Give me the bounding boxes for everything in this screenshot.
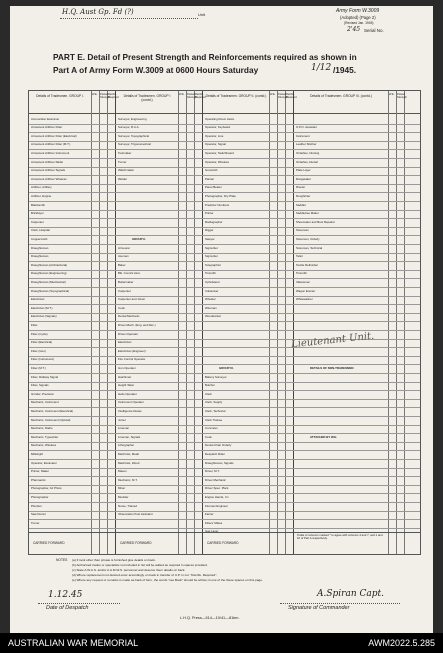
- list-item: Lineman: [118, 426, 130, 431]
- list-item: Fitter, Signals: [31, 383, 49, 388]
- table-row: [29, 511, 420, 512]
- list-item: Armament Artificer Fitter (M.T.): [31, 142, 71, 147]
- signature-handwritten: A.Spiran Capt.: [317, 589, 384, 599]
- printer-imprint: L.H.Q. Press—514—10/41—81bm.: [180, 616, 240, 620]
- table-row: [29, 287, 420, 288]
- list-item: Carpenter: [118, 288, 131, 293]
- list-item: Boilermaker: [118, 279, 134, 284]
- list-item: Vulcaniser: [205, 288, 219, 293]
- strength-table: [28, 90, 421, 555]
- list-item: Roughrider: [296, 193, 311, 198]
- list-item: Draughtsman (Architectural): [31, 262, 68, 267]
- date-underline: [38, 603, 120, 604]
- list-item: Intelligence Duties: [118, 408, 142, 413]
- table-row: [29, 270, 420, 271]
- list-item: Grinder, Precision: [31, 391, 54, 396]
- list-item: Whitewasher: [296, 297, 313, 302]
- signature-underline: [280, 603, 400, 604]
- list-item: Saddler: [296, 202, 306, 207]
- table-row: [29, 227, 420, 228]
- table-row: [29, 278, 420, 279]
- list-item: Ammunition Examiner: [31, 116, 60, 121]
- list-item: Saddletree Maker: [296, 211, 319, 216]
- table-row: [29, 528, 420, 529]
- list-item: Cook: [118, 305, 125, 310]
- list-item: Tinsmith: [296, 271, 307, 276]
- list-item: O.P.O. Assistant: [296, 125, 317, 130]
- list-item: Butcher: [205, 383, 215, 388]
- list-item: Carpenter: [31, 219, 44, 224]
- list-item: GROUP II.: [132, 236, 146, 241]
- list-item: Orderlies, Dental: [296, 159, 318, 164]
- header-group2-contd: Details of Tradesmen. GROUP II. (contd.): [205, 94, 267, 98]
- list-item: Dental Chair Orderly: [205, 443, 232, 448]
- list-item: Upholsterer: [205, 279, 220, 284]
- list-item: Clerk, Technical: [205, 408, 226, 413]
- list-item: Armament Artificer Signals: [31, 168, 66, 173]
- list-item: Fitter (Gun): [31, 348, 46, 353]
- list-item: Toolmaker: [118, 150, 132, 155]
- list-item: Wheeler: [205, 297, 216, 302]
- table-row: [29, 425, 420, 426]
- list-item: Battery Surveyor: [205, 374, 227, 379]
- list-item: Engine Hands, I.C.: [205, 494, 230, 499]
- table-row: [29, 416, 420, 417]
- list-item: Fireman Engineer: [205, 503, 228, 508]
- table-row: [29, 382, 420, 383]
- list-item: Wireman: [205, 305, 217, 310]
- subheader-ps: Posted Strength: [397, 93, 407, 99]
- list-item: Dental Mechanic: [118, 314, 140, 319]
- list-item: Surveyor, Engineering: [118, 116, 147, 121]
- list-item: Turner: [31, 520, 40, 525]
- list-item: Welder: [118, 176, 128, 181]
- list-item: Operator, Line: [205, 133, 224, 138]
- subheader-we: W.E.: [270, 93, 276, 96]
- list-item: Valvesmen: [296, 279, 311, 284]
- list-item: Woodworker: [205, 314, 222, 319]
- list-item: Clerk: [205, 391, 212, 396]
- notes-label: NOTES: [56, 558, 68, 562]
- list-item: Mason: [118, 469, 127, 474]
- table-row: [29, 261, 420, 262]
- subheader-we: W.E.: [389, 93, 395, 96]
- list-item: Armament Artificer Wireless: [31, 176, 67, 181]
- list-item: Surveyor, Trigonometrical: [118, 142, 151, 147]
- note-c: (c) State A.W.A.S. and/or A.A.M.W.S. personnel and deserve them details on back.: [72, 568, 186, 572]
- unit-underline: [60, 18, 198, 19]
- list-item: Electrician: [31, 297, 45, 302]
- list-item: Electrician (Signals): [31, 314, 57, 319]
- table-row: [29, 235, 420, 236]
- footer-accession: AWM2022.5.285: [368, 638, 435, 648]
- list-item: Surveyor, Topographical: [118, 133, 149, 138]
- carried-forward-3: CARRIED FORWARD: [207, 541, 239, 545]
- table-row: [29, 468, 420, 469]
- list-item: Nurse, Trained: [118, 503, 137, 508]
- list-item: Storemen, Orderly: [296, 236, 320, 241]
- list-item: Shoemaker and Boot Repairer: [296, 219, 336, 224]
- table-row: [29, 356, 420, 357]
- list-item: Watchmaker: [118, 168, 135, 173]
- table-row: [29, 253, 420, 254]
- table-row: [29, 218, 420, 219]
- list-item: DETAILS OF NON-TRADESMEN: [310, 365, 354, 370]
- list-item: Miner: [118, 486, 126, 491]
- list-item: Lineman, Signals: [118, 434, 141, 439]
- list-item: Photographer, Dry Plate: [205, 193, 236, 198]
- list-item: Operator, Excavator: [31, 460, 57, 465]
- date-handwritten: 1/12: [311, 63, 332, 73]
- despatch-date-handwritten: 1.12.45: [48, 590, 83, 600]
- list-item: Armament Artificer Radio: [31, 159, 64, 164]
- list-item: Mechanic, M.T.: [118, 477, 138, 482]
- list-item: Fitter: [31, 322, 38, 327]
- list-item: Machinist, Metal: [118, 451, 139, 456]
- list-item: Bricklayer: [31, 211, 44, 216]
- list-item: Saw Doctor: [31, 512, 46, 517]
- list-item: Fitter, Railway Signal: [31, 374, 58, 379]
- list-item: Electrician: [118, 340, 132, 345]
- list-item: ATTACHED BY W.E.: [310, 434, 338, 439]
- carried-forward-2: CARRIED FORWARD: [120, 541, 152, 545]
- list-item: Fitter (Electrical): [31, 340, 53, 345]
- list-item: Predictor Numbers: [205, 202, 230, 207]
- list-item: Mechanic, Wireless: [31, 443, 57, 448]
- list-item: Axeman: [118, 254, 129, 259]
- list-item: Mechanic, Radio: [31, 426, 53, 431]
- list-item: Radiographer: [205, 219, 223, 224]
- header-group1-contd: Details of Tradesmen. GROUP I (contd.): [123, 94, 171, 102]
- list-item: Armament Artificer Instrument: [31, 150, 70, 155]
- note-a: (a) If rank other than private is furnished give details on back.: [72, 558, 156, 562]
- subheader-ps: Posted Strength: [278, 93, 288, 99]
- form-sheet: [10, 6, 433, 633]
- table-row: [29, 304, 420, 305]
- table-row: [29, 519, 420, 520]
- list-item: Concreter: [205, 426, 218, 431]
- table-row: [29, 330, 420, 331]
- list-item: Hatchman: [118, 374, 132, 379]
- subheader-rr: Reinfts. Required: [108, 93, 119, 99]
- list-item: Tinsmith: [205, 271, 216, 276]
- list-item: Draughtsman: [31, 254, 49, 259]
- list-item: Coppersmith: [31, 236, 48, 241]
- list-item: Fire Control Operator: [118, 357, 146, 362]
- list-item: Turner: [118, 159, 127, 164]
- list-item: Draughtsman (Engineering): [31, 271, 67, 276]
- header-group3-contd: Details of Tradesmen. GROUP III. (contd.): [310, 94, 372, 98]
- list-item: Fitter (M.T.): [31, 365, 46, 370]
- lieutenant-stamp: Lieutenant Unit.: [290, 330, 375, 351]
- table-row: [29, 433, 420, 434]
- list-item: Lithographer: [118, 443, 135, 448]
- list-item: Telegraphist: [205, 262, 221, 267]
- list-item: Signwriter: [205, 254, 218, 259]
- table-row: [29, 313, 420, 314]
- list-item: Pharmacist: [31, 477, 46, 482]
- title-line-1: PART E. Detail of Present Strength and Reinforcements required as shown in: [53, 52, 357, 62]
- header-group1: Details of Tradesmen. GROUP I.: [36, 94, 84, 98]
- list-item: Gas Layer: [205, 529, 219, 534]
- list-item: Artificer, Engine: [31, 193, 52, 198]
- signature-label: Signature of Commander: [288, 605, 350, 611]
- unit-handwritten: H.Q. Aust Gp. Fd (?): [62, 8, 134, 16]
- list-item: Draughtsman, Signals: [205, 460, 234, 465]
- list-item: Instrument Operator: [118, 400, 144, 405]
- list-item: Clerk, Hospital: [31, 228, 50, 233]
- list-item: Millwright: [31, 451, 44, 456]
- list-item: Mechanic, Typewriter: [31, 434, 59, 439]
- list-item: Blk. Comd's Asst.: [118, 271, 141, 276]
- list-item: Driver-Mech. (Eng. and Rec.): [118, 322, 156, 327]
- table-row: [29, 390, 420, 391]
- unit-label: Unit: [198, 12, 206, 17]
- list-item: Gun Operator: [118, 365, 136, 370]
- list-item: Leather Stitcher: [296, 142, 317, 147]
- note-e: (e) Where any request or remarks is made as back of form, the words "see Back" should be written in one of the these spaces on this page.: [72, 578, 263, 582]
- table-row: [29, 296, 420, 297]
- list-item: Mechanic, Instrument (Electrical): [31, 408, 74, 413]
- table-row: [29, 399, 420, 400]
- list-item: Operating Room Assts.: [205, 116, 235, 121]
- archive-footer: [0, 633, 443, 653]
- serial-handwritten: 2'45: [347, 26, 361, 33]
- table-row: [29, 158, 420, 159]
- list-item: Instrument: [296, 133, 310, 138]
- table-row: [29, 347, 420, 348]
- list-item: Signwriter: [205, 245, 218, 250]
- list-item: Orderlies, Nursing: [296, 150, 320, 155]
- serial-label: Serial No.: [364, 28, 384, 33]
- list-item: Driver Mechanic: [205, 477, 226, 482]
- list-item: Storeman: [296, 228, 309, 233]
- subheader-we: W.E.: [179, 93, 185, 96]
- list-item: Panel Beater: [205, 185, 222, 190]
- list-item: Operator, Signal: [205, 142, 226, 147]
- note-d: (d) Where replacement not desired enter accordingly on back in transfer of U.P. in col. "Reinfts. Required".: [72, 573, 218, 577]
- carried-forward-1: CARRIED FORWARD: [33, 541, 65, 545]
- table-row: [29, 321, 420, 322]
- subheader-ps: Posted Strength: [100, 93, 110, 99]
- list-item: Textile Refinisher: [296, 262, 319, 267]
- list-item: Draughtsman (Topographical): [31, 288, 70, 293]
- list-item: Clerk, Supply: [205, 400, 223, 405]
- list-item: Fitter (Cycle): [31, 331, 48, 336]
- table-row: [29, 502, 420, 503]
- list-item: Driver, M.T.: [205, 469, 220, 474]
- form-ref: Army Form W.3009: [336, 8, 380, 14]
- list-item: Blacksmith: [31, 202, 45, 207]
- list-item: Rigger: [205, 228, 214, 233]
- subheader-ps: Posted Strength: [187, 93, 197, 99]
- form-adopted: (Adopted) (Page 2): [340, 15, 376, 20]
- list-item: Plate Layer: [296, 168, 311, 173]
- table-row: [29, 184, 420, 185]
- list-item: Electrician (M.T.): [31, 305, 53, 310]
- list-item: Helio Operator: [118, 391, 137, 396]
- list-item: Photographer: [31, 494, 49, 499]
- list-item: Driver-Operator: [118, 331, 139, 336]
- list-item: Height Taker: [118, 383, 135, 388]
- table-row: [29, 201, 420, 202]
- list-item: Tailor: [296, 254, 303, 259]
- list-item: Driver Spec. Plant: [205, 486, 229, 491]
- list-item: Machinist, Wood: [118, 460, 140, 465]
- list-item: Operator, Keyboard: [205, 125, 231, 130]
- list-item: Moulder: [118, 494, 129, 499]
- list-item: Cook: [205, 434, 212, 439]
- list-item: Photographer, Air Photo: [31, 486, 62, 491]
- list-item: Printer: [205, 211, 214, 216]
- list-item: Mechanic, Instrument: [31, 400, 59, 405]
- list-item: Surveyor, R.A.A.: [118, 125, 140, 130]
- list-item: Wagon Erecter: [296, 288, 316, 293]
- list-item: Despatch Rider: [205, 451, 225, 456]
- list-item: Baker: [118, 262, 126, 267]
- subheader-rr: Reinfts. Required: [195, 93, 206, 99]
- list-item: Sawyer: [205, 236, 215, 241]
- title-year: /1945.: [333, 65, 357, 75]
- table-row: [29, 210, 420, 211]
- list-item: Storeman, Technical: [296, 245, 323, 250]
- list-item: Operator, Switchboard: [205, 150, 234, 155]
- list-item: Armament Artificer Fitter: [31, 125, 63, 130]
- list-item: Rangetaker: [296, 176, 311, 181]
- list-item: Farrier: [205, 512, 214, 517]
- table-row: [29, 167, 420, 168]
- table-row: [29, 175, 420, 176]
- totals-note: Totals of columns marked * to agree with columns 4 and 7, and 1 and 10 of Part A respectively.: [297, 533, 383, 541]
- list-item: Artificer, Artillery: [31, 185, 52, 190]
- list-item: Clerk Trainee: [205, 417, 223, 422]
- list-item: Painter: [205, 176, 215, 181]
- list-item: Gunsmith: [205, 168, 218, 173]
- date-label: Date of Despatch: [46, 605, 89, 611]
- title-line-2: Part A of Army Form W.3009 at 0600 Hours Saturday: [53, 65, 259, 75]
- subheader-we: W.E.: [92, 93, 98, 96]
- table-row: [29, 132, 420, 133]
- table-row: [29, 244, 420, 245]
- table-row: [29, 459, 420, 460]
- list-item: GROUP III.: [219, 365, 234, 370]
- list-item: Electrician (Engineer): [118, 348, 146, 353]
- list-item: Operator, Wireless: [205, 159, 229, 164]
- list-item: Riveter: [296, 185, 306, 190]
- form-revised: (Revised Jan. 1945): [344, 21, 374, 25]
- list-item: Armourer: [118, 245, 131, 250]
- list-item: Mechanic, Instrument (Optical): [31, 417, 71, 422]
- note-b: (b) Authorised trades or specialists not included in list will be added as required in spaces provided.: [72, 563, 208, 567]
- list-item: Draughtsman: [31, 245, 49, 250]
- list-item: Fitter (Instrument): [31, 357, 54, 362]
- list-item: Armament Artificer Fitter (Electrical): [31, 133, 77, 138]
- footer-source: AUSTRALIAN WAR MEMORIAL: [8, 638, 139, 648]
- list-item: Fitters' Mates: [205, 520, 223, 525]
- list-item: Joiner: [118, 417, 126, 422]
- list-item: Observation Post Assistant: [118, 512, 153, 517]
- list-item: Draughtsman (Mechanical): [31, 279, 66, 284]
- subheader-rr: Reinfts. Required: [286, 93, 297, 99]
- list-item: Printer, Maker: [31, 469, 49, 474]
- table-row: [29, 373, 420, 374]
- list-item: Plumber: [31, 503, 42, 508]
- list-item: Carpenter and Joiner: [118, 297, 146, 302]
